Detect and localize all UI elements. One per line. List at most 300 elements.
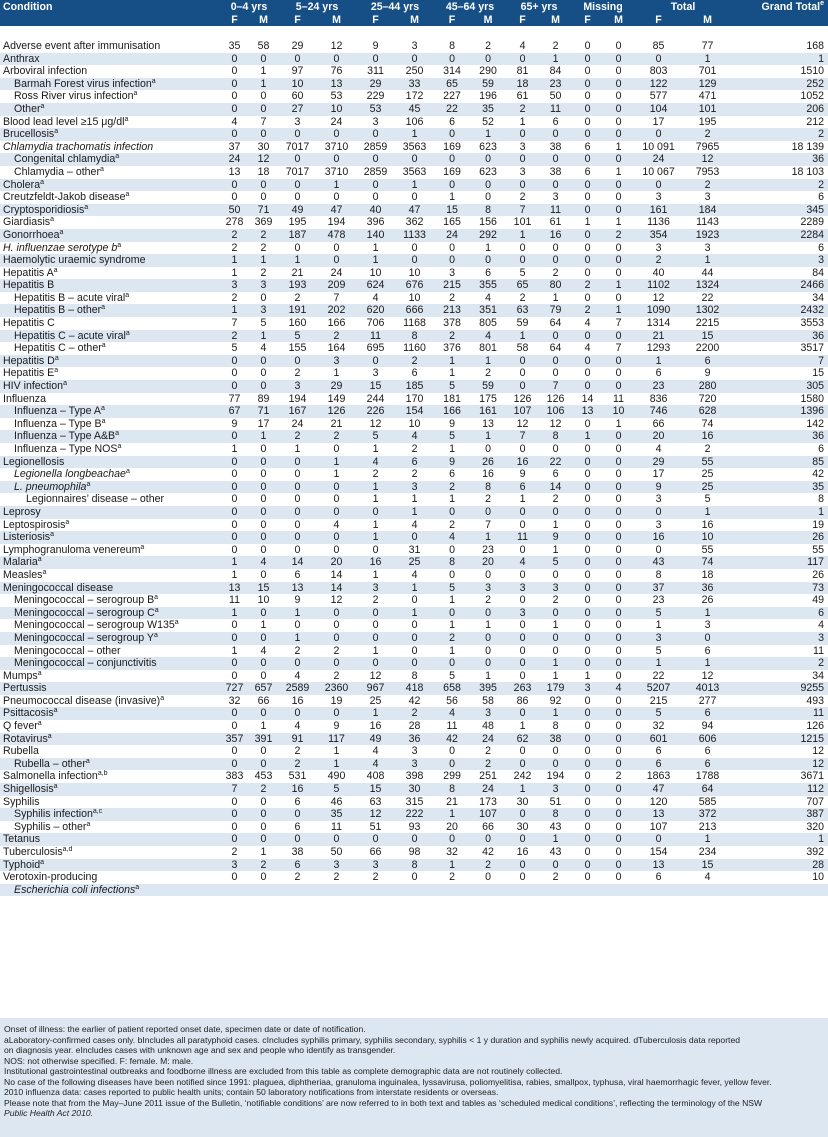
- count-cell: 0: [539, 506, 572, 519]
- count-cell: 24: [317, 267, 356, 280]
- footnote-marker: a: [37, 669, 42, 677]
- grand-total-cell: 34: [732, 670, 828, 683]
- table-row: [0, 242, 828, 255]
- count-cell: 0: [356, 657, 395, 670]
- count-cell: 0: [278, 833, 317, 846]
- count-cell: 1: [356, 569, 395, 582]
- count-cell: 3: [572, 682, 603, 695]
- count-cell: 657: [249, 682, 278, 695]
- table-row: [0, 519, 828, 532]
- table-row: [0, 506, 828, 519]
- condition-name: Meningococcal – other: [14, 644, 121, 657]
- table-row: [0, 720, 828, 733]
- condition-name: Syphilis – other: [14, 820, 87, 833]
- table-row: [0, 682, 828, 695]
- condition-cell: [0, 166, 220, 179]
- count-cell: 0: [506, 443, 539, 456]
- count-cell: 1: [603, 304, 634, 317]
- condition-name: H. influenzae serotype b: [3, 241, 118, 254]
- header-group: 5–24 yrs: [278, 0, 356, 14]
- count-cell: 0: [572, 569, 603, 582]
- grand-total-cell: 6: [732, 607, 828, 620]
- count-cell: 1: [434, 367, 470, 380]
- count-cell: 0: [506, 871, 539, 884]
- count-cell: 0: [356, 544, 395, 557]
- condition-name: Anthrax: [3, 52, 40, 65]
- count-cell: 0: [603, 619, 634, 632]
- count-cell: 6: [572, 166, 603, 179]
- condition-cell: [0, 733, 220, 746]
- header-group: 45–64 yrs: [434, 0, 506, 14]
- total-cell: 1: [683, 607, 732, 620]
- count-cell: 376: [434, 342, 470, 355]
- condition-name: Hepatitis E: [3, 367, 55, 380]
- count-cell: 13: [470, 418, 506, 431]
- count-cell: 0: [572, 632, 603, 645]
- count-cell: 0: [572, 770, 603, 783]
- condition-cell: [0, 481, 220, 494]
- count-cell: 42: [395, 695, 434, 708]
- total-cell: 0: [634, 833, 683, 846]
- table-row: [0, 380, 828, 393]
- count-cell: 0: [603, 707, 634, 720]
- count-cell: 35: [220, 40, 249, 53]
- count-cell: 0: [603, 871, 634, 884]
- footnote-line: NOS: not otherwise specified. F: female. M: male.: [4, 1055, 194, 1066]
- footnote-marker: a,b: [97, 770, 108, 778]
- count-cell: 9: [220, 418, 249, 431]
- count-cell: 3: [395, 481, 434, 494]
- grand-total-cell: 2432: [732, 304, 828, 317]
- total-cell: 44: [683, 267, 732, 280]
- count-cell: 226: [356, 405, 395, 418]
- count-cell: 0: [249, 103, 278, 116]
- count-cell: 0: [434, 657, 470, 670]
- count-cell: 0: [220, 871, 249, 884]
- count-cell: 2: [249, 267, 278, 280]
- count-cell: 0: [603, 456, 634, 469]
- count-cell: 165: [434, 216, 470, 229]
- total-cell: 36: [683, 582, 732, 595]
- count-cell: 0: [506, 367, 539, 380]
- count-cell: 20: [434, 821, 470, 834]
- count-cell: 0: [572, 443, 603, 456]
- grand-total-cell: 392: [732, 846, 828, 859]
- header-total: Total: [634, 0, 732, 14]
- table-row: [0, 317, 828, 330]
- count-cell: 1: [506, 783, 539, 796]
- condition-name: Leptospirosis: [3, 518, 66, 531]
- count-cell: 0: [220, 670, 249, 683]
- grand-total-cell: [732, 884, 828, 897]
- count-cell: 53: [317, 90, 356, 103]
- total-cell: 154: [634, 846, 683, 859]
- count-cell: 1: [470, 619, 506, 632]
- count-cell: 0: [220, 367, 249, 380]
- count-cell: 10: [356, 267, 395, 280]
- count-cell: 194: [317, 216, 356, 229]
- total-cell: 1136: [634, 216, 683, 229]
- count-cell: 38: [539, 141, 572, 154]
- table-row: [0, 846, 828, 859]
- count-cell: 0: [220, 833, 249, 846]
- count-cell: 0: [539, 645, 572, 658]
- condition-cell: [0, 430, 220, 443]
- grand-total-cell: 18 139: [732, 141, 828, 154]
- total-cell: 234: [683, 846, 732, 859]
- count-cell: 0: [603, 594, 634, 607]
- count-cell: 1: [572, 670, 603, 683]
- count-cell: 0: [506, 833, 539, 846]
- count-cell: 0: [220, 544, 249, 557]
- count-cell: 0: [470, 191, 506, 204]
- count-cell: 52: [470, 116, 506, 129]
- condition-cell: [0, 796, 220, 809]
- count-cell: 43: [539, 846, 572, 859]
- grand-total-cell: 36: [732, 330, 828, 343]
- count-cell: 0: [317, 506, 356, 519]
- count-cell: 1: [470, 430, 506, 443]
- grand-total-cell: 8: [732, 493, 828, 506]
- count-cell: 7: [317, 292, 356, 305]
- footnote-line: on diagnosis year. eIncludes cases with unknown age and sex and people who identify as transgender.: [4, 1045, 396, 1055]
- count-cell: 61: [539, 216, 572, 229]
- count-cell: 77: [220, 393, 249, 406]
- count-cell: 0: [434, 179, 470, 192]
- count-cell: 4: [572, 342, 603, 355]
- count-cell: 3: [470, 707, 506, 720]
- table-row: [0, 330, 828, 343]
- count-cell: 0: [470, 833, 506, 846]
- count-cell: 383: [220, 770, 249, 783]
- count-cell: 14: [572, 393, 603, 406]
- count-cell: 1: [356, 254, 395, 267]
- count-cell: 48: [470, 720, 506, 733]
- count-cell: 32: [434, 846, 470, 859]
- table-header: [0, 0, 828, 26]
- count-cell: 2360: [317, 682, 356, 695]
- count-cell: 0: [249, 670, 278, 683]
- count-cell: 531: [278, 770, 317, 783]
- count-cell: 12: [317, 594, 356, 607]
- count-cell: 0: [470, 569, 506, 582]
- count-cell: 47: [317, 204, 356, 217]
- condition-name: HIV infection: [3, 380, 64, 393]
- count-cell: 64: [539, 342, 572, 355]
- count-cell: 0: [434, 153, 470, 166]
- count-cell: 1: [317, 367, 356, 380]
- header-sex-f: F: [434, 14, 470, 26]
- total-cell: 20: [634, 430, 683, 443]
- count-cell: 395: [470, 682, 506, 695]
- count-cell: 13: [278, 582, 317, 595]
- count-cell: 1: [356, 519, 395, 532]
- count-cell: 0: [395, 242, 434, 255]
- count-cell: 315: [395, 796, 434, 809]
- count-cell: 191: [278, 304, 317, 317]
- footnote-marker: a: [151, 77, 156, 85]
- count-cell: 19: [317, 695, 356, 708]
- count-cell: 0: [395, 153, 434, 166]
- count-cell: 0: [603, 481, 634, 494]
- header-sex-f: F: [220, 14, 249, 26]
- count-cell: 3563: [395, 141, 434, 154]
- count-cell: 2: [470, 745, 506, 758]
- count-cell: 42: [470, 846, 506, 859]
- count-cell: 355: [470, 279, 506, 292]
- condition-name: Influenza: [3, 392, 46, 405]
- table-row: [0, 292, 828, 305]
- count-cell: 1: [249, 78, 278, 91]
- condition-name: Other: [14, 102, 41, 115]
- count-cell: 0: [572, 519, 603, 532]
- grand-total-cell: 11: [732, 645, 828, 658]
- count-cell: 0: [220, 430, 249, 443]
- count-cell: 2: [434, 292, 470, 305]
- count-cell: 1168: [395, 317, 434, 330]
- count-cell: 0: [572, 871, 603, 884]
- count-cell: 5: [278, 330, 317, 343]
- table-body: [0, 26, 828, 896]
- count-cell: 0: [317, 833, 356, 846]
- total-cell: 12: [634, 292, 683, 305]
- count-cell: 10: [395, 267, 434, 280]
- grand-total-cell: 10: [732, 871, 828, 884]
- count-cell: 25: [356, 695, 395, 708]
- count-cell: 1: [356, 707, 395, 720]
- count-cell: 6: [506, 481, 539, 494]
- count-cell: 676: [395, 279, 434, 292]
- count-cell: 4: [470, 330, 506, 343]
- condition-cell: [0, 317, 220, 330]
- count-cell: 213: [434, 304, 470, 317]
- header-group: Missing: [572, 0, 634, 14]
- count-cell: 11: [539, 103, 572, 116]
- count-cell: 2: [603, 770, 634, 783]
- count-cell: 181: [434, 393, 470, 406]
- total-cell: 15: [683, 330, 732, 343]
- total-cell: 24: [634, 153, 683, 166]
- table-row: [0, 216, 828, 229]
- count-cell: 0: [434, 607, 470, 620]
- count-cell: 1: [356, 531, 395, 544]
- total-cell: 6: [683, 758, 732, 771]
- footnote-line: Please note that from the May–June 2011 issue of the Bulletin, ‘notifiable conditions’ are now referred to in both text and tables as ‘scheduled medical conditions’, reflecting the terminology of the NSW: [4, 1097, 763, 1108]
- total-cell: 701: [683, 65, 732, 78]
- total-cell: 40: [634, 267, 683, 280]
- total-cell: 25: [683, 481, 732, 494]
- condition-cell: [0, 103, 220, 116]
- condition-cell: [0, 229, 220, 242]
- condition-cell: [0, 342, 220, 355]
- count-cell: 0: [506, 745, 539, 758]
- count-cell: 0: [506, 657, 539, 670]
- condition-cell: [0, 116, 220, 129]
- count-cell: 92: [539, 695, 572, 708]
- grand-total-cell: 7: [732, 355, 828, 368]
- grand-total-cell: 6: [732, 242, 828, 255]
- footnote-line: Onset of illness: the earlier of patient reported onset date, specimen date or date of notification.: [4, 1024, 366, 1034]
- count-cell: 16: [470, 468, 506, 481]
- footnote-marker: a: [154, 606, 159, 614]
- count-cell: 290: [470, 65, 506, 78]
- count-cell: 299: [434, 770, 470, 783]
- count-cell: 251: [470, 770, 506, 783]
- condition-cell: [0, 695, 220, 708]
- count-cell: 169: [434, 166, 470, 179]
- total-cell: 13: [634, 859, 683, 872]
- count-cell: 666: [395, 304, 434, 317]
- count-cell: 9: [434, 418, 470, 431]
- grand-total-cell: 126: [732, 720, 828, 733]
- table-row: [0, 367, 828, 380]
- total-cell: 0: [634, 179, 683, 192]
- count-cell: 2: [220, 242, 249, 255]
- condition-name: Lymphogranuloma venereum: [3, 543, 141, 556]
- count-cell: 0: [220, 745, 249, 758]
- footnote-marker: a: [37, 720, 42, 728]
- count-cell: 0: [220, 456, 249, 469]
- total-cell: 2: [634, 254, 683, 267]
- table-row: [0, 645, 828, 658]
- condition-name: Influenza – Type B: [14, 417, 102, 430]
- count-cell: 0: [506, 380, 539, 393]
- count-cell: 0: [249, 443, 278, 456]
- count-cell: 179: [539, 682, 572, 695]
- condition-name: Haemolytic uraemic syndrome: [3, 254, 146, 267]
- table-row: [0, 758, 828, 771]
- count-cell: 229: [356, 90, 395, 103]
- header-grand-total: Grand Total$^e$: [732, 0, 828, 14]
- condition-name: Creutzfeldt-Jakob disease: [3, 191, 126, 204]
- condition-cell: [0, 242, 220, 255]
- total-cell: 1302: [683, 304, 732, 317]
- count-cell: 0: [220, 65, 249, 78]
- count-cell: 3: [395, 758, 434, 771]
- count-cell: 63: [506, 304, 539, 317]
- count-cell: 60: [278, 90, 317, 103]
- footnote-marker: a: [84, 203, 89, 211]
- count-cell: 0: [249, 808, 278, 821]
- count-cell: 0: [249, 607, 278, 620]
- count-cell: 156: [470, 216, 506, 229]
- count-cell: 0: [572, 846, 603, 859]
- count-cell: 3: [220, 859, 249, 872]
- footnote-marker: a: [86, 480, 91, 488]
- condition-cell: [0, 707, 220, 720]
- count-cell: 166: [434, 405, 470, 418]
- count-cell: 11: [603, 393, 634, 406]
- count-cell: 0: [603, 430, 634, 443]
- count-cell: 7: [220, 783, 249, 796]
- count-cell: 31: [395, 544, 434, 557]
- count-cell: 36: [395, 733, 434, 746]
- total-cell: 29: [634, 456, 683, 469]
- count-cell: 91: [278, 733, 317, 746]
- count-cell: 0: [249, 707, 278, 720]
- condition-cell: [0, 90, 220, 103]
- total-cell: 16: [683, 430, 732, 443]
- total-cell: 6: [634, 871, 683, 884]
- count-cell: 805: [470, 317, 506, 330]
- count-cell: 0: [539, 859, 572, 872]
- count-cell: 0: [220, 519, 249, 532]
- count-cell: 6: [539, 468, 572, 481]
- count-cell: 22: [539, 456, 572, 469]
- count-cell: 0: [572, 229, 603, 242]
- total-cell: 47: [634, 783, 683, 796]
- count-cell: 33: [395, 78, 434, 91]
- header-sex-m: M: [470, 14, 506, 26]
- count-cell: 0: [603, 632, 634, 645]
- condition-cell: [0, 179, 220, 192]
- count-cell: 16: [356, 720, 395, 733]
- count-cell: 1: [356, 645, 395, 658]
- grand-total-cell: 42: [732, 468, 828, 481]
- count-cell: 13: [572, 405, 603, 418]
- table-row: [0, 468, 828, 481]
- count-cell: 59: [470, 78, 506, 91]
- count-cell: 6: [278, 796, 317, 809]
- count-cell: 244: [356, 393, 395, 406]
- count-cell: 2: [278, 871, 317, 884]
- footnote-marker: a: [53, 783, 58, 791]
- count-cell: 0: [572, 645, 603, 658]
- condition-name: Hepatitis D: [3, 354, 55, 367]
- count-cell: 0: [356, 506, 395, 519]
- count-cell: 1: [395, 582, 434, 595]
- table-row: [0, 859, 828, 872]
- count-cell: 1: [539, 707, 572, 720]
- count-cell: 490: [317, 770, 356, 783]
- total-cell: 107: [634, 821, 683, 834]
- count-cell: 0: [470, 632, 506, 645]
- count-cell: 378: [434, 317, 470, 330]
- count-cell: 695: [356, 342, 395, 355]
- total-cell: 74: [683, 418, 732, 431]
- count-cell: 2: [539, 40, 572, 53]
- count-cell: 0: [572, 695, 603, 708]
- count-cell: 169: [434, 141, 470, 154]
- table-row: [0, 342, 828, 355]
- grand-total-cell: 1215: [732, 733, 828, 746]
- condition-name: Rubella: [3, 745, 39, 758]
- count-cell: 1: [603, 166, 634, 179]
- total-cell: 280: [683, 380, 732, 393]
- count-cell: 25: [395, 556, 434, 569]
- count-cell: 1: [395, 607, 434, 620]
- count-cell: 0: [470, 871, 506, 884]
- condition-cell: [0, 544, 220, 557]
- condition-name: Cryptosporidiosis: [3, 203, 85, 216]
- count-cell: 0: [572, 191, 603, 204]
- condition-name: L. pneumophila: [14, 480, 87, 493]
- count-cell: 0: [603, 242, 634, 255]
- count-cell: 24: [278, 418, 317, 431]
- footnote-marker: a: [135, 883, 140, 891]
- count-cell: 242: [506, 770, 539, 783]
- header-sex-m: M: [317, 14, 356, 26]
- count-cell: 3: [539, 783, 572, 796]
- grand-total-cell: 3: [732, 632, 828, 645]
- count-cell: 84: [539, 65, 572, 78]
- count-cell: 3: [395, 745, 434, 758]
- grand-total-cell: 707: [732, 796, 828, 809]
- count-cell: 0: [395, 871, 434, 884]
- count-cell: 9: [317, 720, 356, 733]
- count-cell: 63: [356, 796, 395, 809]
- total-cell: 22: [634, 670, 683, 683]
